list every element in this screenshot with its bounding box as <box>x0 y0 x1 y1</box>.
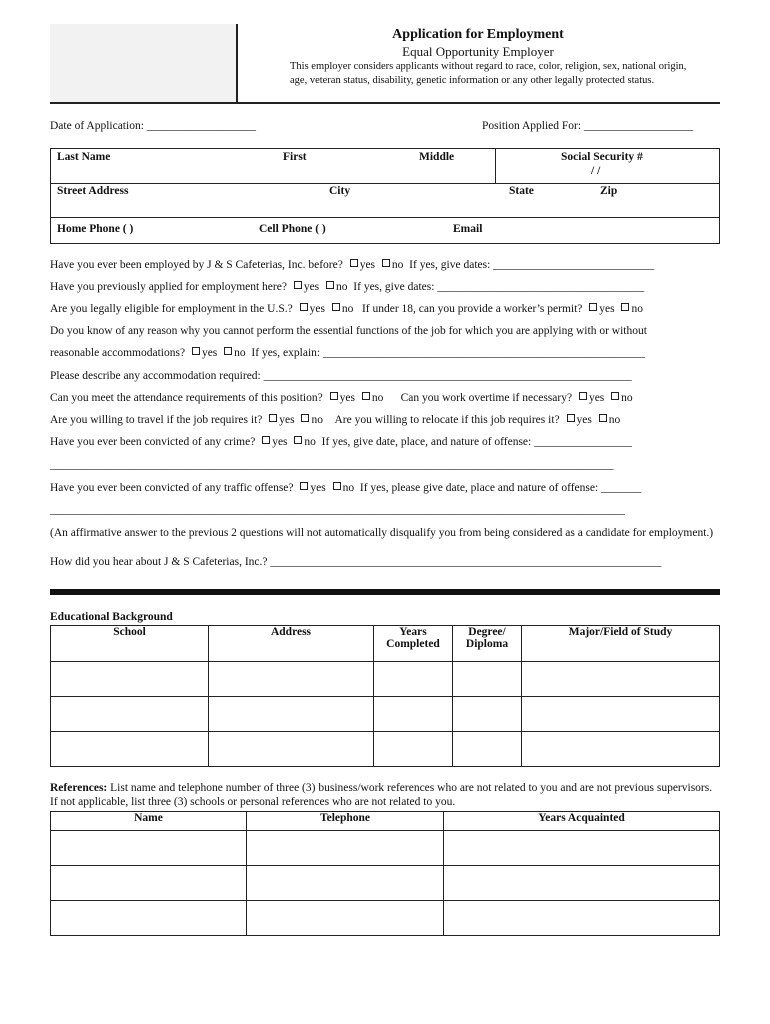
checkbox-yes[interactable] <box>192 347 200 355</box>
traffic-continuation-line[interactable]: ____________________________________________________________________________________________________ <box>50 504 625 516</box>
middle-name-label: Middle <box>419 151 455 163</box>
checkbox-no[interactable] <box>332 303 340 311</box>
col-years-completed <box>374 626 453 662</box>
table-cell[interactable] <box>444 901 720 936</box>
no-label: no <box>631 303 643 315</box>
no-label: no <box>311 414 323 426</box>
ssn-label: Social Security # <box>561 151 643 163</box>
references-intro <box>50 781 720 809</box>
checkbox-yes[interactable] <box>300 482 308 490</box>
question-text: reasonable accommodations? <box>50 347 186 359</box>
col-degree <box>453 626 522 662</box>
checkbox-no[interactable] <box>621 303 629 311</box>
table-cell[interactable] <box>444 831 720 866</box>
question-text: Have you ever been employed by J & S Cafeterias, Inc. before? <box>50 259 343 271</box>
applicant-info-box <box>50 148 720 244</box>
question-applied-before <box>50 281 644 293</box>
table-cell[interactable] <box>51 662 209 697</box>
dates-field[interactable]: If yes, give dates: ____________________________ <box>409 259 655 271</box>
disclaimer-text: (An affirmative answer to the previous 2 questions will not automatically disqualify you from being considered as a candidate for employment.) <box>50 527 714 539</box>
accommodation-required-field[interactable]: Please describe any accommodation required: ________________________________________________________________ <box>50 370 632 382</box>
col-degree-line1: Degree/ <box>468 626 506 638</box>
address-row <box>51 183 719 218</box>
col-years-line2: Completed <box>386 638 440 650</box>
table-cell[interactable] <box>374 662 453 697</box>
date-of-application-field[interactable]: Date of Application: ___________________ <box>50 120 257 132</box>
table-cell[interactable] <box>209 697 374 732</box>
table-cell[interactable] <box>453 697 522 732</box>
last-name-label: Last Name <box>57 151 111 163</box>
city-label: City <box>329 185 351 197</box>
position-applied-field[interactable]: Position Applied For: ___________________ <box>482 120 694 132</box>
email-label: Email <box>453 223 483 235</box>
no-label: no <box>342 482 355 494</box>
table-row <box>51 901 720 936</box>
checkbox-yes[interactable] <box>589 303 597 311</box>
yes-label: yes <box>272 436 288 448</box>
no-label: no <box>341 303 354 315</box>
table-row <box>51 866 720 901</box>
offense-continuation-line[interactable]: __________________________________________________________________________________________________ <box>50 459 614 471</box>
checkbox-no[interactable] <box>224 347 232 355</box>
question-employed-before <box>50 259 654 271</box>
no-label: no <box>234 347 246 359</box>
yes-label: yes <box>309 303 325 315</box>
home-phone-label: Home Phone ( ) <box>57 223 134 235</box>
question-accommodations <box>50 347 645 359</box>
no-label: no <box>371 392 384 404</box>
yes-label: yes <box>339 392 355 404</box>
table-cell[interactable] <box>453 732 522 767</box>
question-traffic-offense <box>50 482 641 494</box>
table-cell[interactable] <box>522 662 720 697</box>
checkbox-yes[interactable] <box>300 303 308 311</box>
table-cell[interactable] <box>247 866 444 901</box>
question-text: Can you work overtime if necessary? <box>400 392 573 404</box>
col-school: School <box>51 626 209 662</box>
table-header-row <box>51 626 720 662</box>
yes-label: yes <box>576 414 592 426</box>
yes-label: yes <box>201 347 218 359</box>
question-legally-eligible <box>50 303 643 315</box>
question-text: Can you meet the attendance requirements of this position? <box>50 392 323 404</box>
cell-phone-label: Cell Phone ( ) <box>259 223 326 235</box>
references-title: References: <box>50 782 108 794</box>
question-text: If under 18, can you provide a worker’s permit? <box>361 303 583 315</box>
checkbox-no[interactable] <box>333 482 341 490</box>
checkbox-yes[interactable] <box>567 414 575 422</box>
eeo-statement: This employer considers applicants without regard to race, color, religion, sex, national origin, age, veteran status, disability, genetic information or any other legally protected status. <box>290 61 687 86</box>
table-cell[interactable] <box>453 662 522 697</box>
table-cell[interactable] <box>374 697 453 732</box>
checkbox-yes[interactable] <box>262 436 270 444</box>
checkbox-no[interactable] <box>326 281 334 289</box>
checkbox-no[interactable] <box>611 392 619 400</box>
table-cell[interactable] <box>209 662 374 697</box>
table-cell[interactable] <box>51 866 247 901</box>
no-label: no <box>621 392 633 404</box>
references-table <box>50 811 720 936</box>
table-header-row <box>51 812 720 831</box>
dates-field[interactable]: If yes, give dates: ____________________________________ <box>353 281 645 293</box>
question-text: Are you legally eligible for employment in the U.S.? <box>50 303 293 315</box>
checkbox-yes[interactable] <box>269 414 277 422</box>
question-text: Are you willing to travel if the job requires it? <box>50 414 263 426</box>
col-name: Name <box>51 812 247 831</box>
no-label: no <box>391 259 404 271</box>
checkbox-no[interactable] <box>301 414 309 422</box>
checkbox-no[interactable] <box>362 392 370 400</box>
education-title: Educational Background <box>50 611 173 623</box>
company-logo-area <box>50 24 238 102</box>
col-address: Address <box>209 626 374 662</box>
table-cell[interactable] <box>247 831 444 866</box>
table-row <box>51 697 720 732</box>
col-major: Major/Field of Study <box>522 626 720 662</box>
explain-field[interactable]: If yes, explain: ________________________________________________________ <box>251 347 645 359</box>
state-label: State <box>509 185 534 197</box>
checkbox-yes[interactable] <box>294 281 302 289</box>
no-label: no <box>336 281 348 293</box>
table-cell[interactable] <box>247 901 444 936</box>
no-label: no <box>608 414 621 426</box>
table-cell[interactable] <box>51 901 247 936</box>
question-text: Have you ever been convicted of any traffic offense? <box>50 482 294 494</box>
form-title: Application for Employment <box>392 27 564 42</box>
form-subtitle: Equal Opportunity Employer <box>402 44 554 59</box>
checkbox-no[interactable] <box>599 414 607 422</box>
offense-field[interactable]: If yes, give date, place, and nature of offense: _________________ <box>321 436 632 448</box>
yes-label: yes <box>599 303 615 315</box>
references-instructions: List name and telephone number of three (3) business/work references who are not related to you and are not previous supervisors. If not applicable, list three (3) schools or personal references who are not related to you. <box>50 782 713 808</box>
yes-label: yes <box>588 392 605 404</box>
checkbox-yes[interactable] <box>330 392 338 400</box>
education-table <box>50 625 720 767</box>
yes-label: yes <box>310 482 326 494</box>
table-row <box>51 831 720 866</box>
col-telephone: Telephone <box>247 812 444 831</box>
header-divider <box>50 102 720 104</box>
checkbox-yes[interactable] <box>579 392 587 400</box>
no-label: no <box>304 436 316 448</box>
table-cell[interactable] <box>51 697 209 732</box>
yes-label: yes <box>303 281 320 293</box>
street-address-label: Street Address <box>57 185 129 197</box>
table-cell[interactable] <box>51 831 247 866</box>
table-cell[interactable] <box>374 732 453 767</box>
traffic-offense-field[interactable]: If yes, please give date, place and nature of offense: _______ <box>359 482 642 494</box>
yes-label: yes <box>359 259 376 271</box>
question-attendance <box>50 392 633 404</box>
table-row <box>51 662 720 697</box>
question-text: Have you ever been convicted of any crime? <box>50 436 256 448</box>
first-name-label: First <box>283 151 307 163</box>
table-cell[interactable] <box>444 866 720 901</box>
col-years-acquainted: Years Acquainted <box>444 812 720 831</box>
table-cell[interactable] <box>209 732 374 767</box>
heard-about-field[interactable]: How did you hear about J & S Cafeterias, Inc.? ____________________________________________________________________ <box>50 556 662 568</box>
yes-label: yes <box>279 414 295 426</box>
table-cell[interactable] <box>522 697 720 732</box>
question-crime <box>50 436 632 448</box>
col-degree-line2: Diploma <box>465 638 509 650</box>
question-text: Are you willing to relocate if this job requires it? <box>334 414 560 426</box>
checkbox-yes[interactable] <box>350 259 358 267</box>
checkbox-no[interactable] <box>294 436 302 444</box>
table-cell[interactable] <box>51 732 209 767</box>
ssn-slashes: / / <box>591 165 601 177</box>
question-essential-functions: Do you know of any reason why you cannot perform the essential functions of the job for which you are applying with or without <box>50 325 647 337</box>
checkbox-no[interactable] <box>382 259 390 267</box>
table-cell[interactable] <box>522 732 720 767</box>
col-years-line1: Years <box>399 626 427 638</box>
section-divider <box>50 589 720 595</box>
question-travel-relocate <box>50 414 620 426</box>
question-text: Have you previously applied for employment here? <box>50 281 287 293</box>
table-row <box>51 732 720 767</box>
zip-label: Zip <box>600 185 618 197</box>
